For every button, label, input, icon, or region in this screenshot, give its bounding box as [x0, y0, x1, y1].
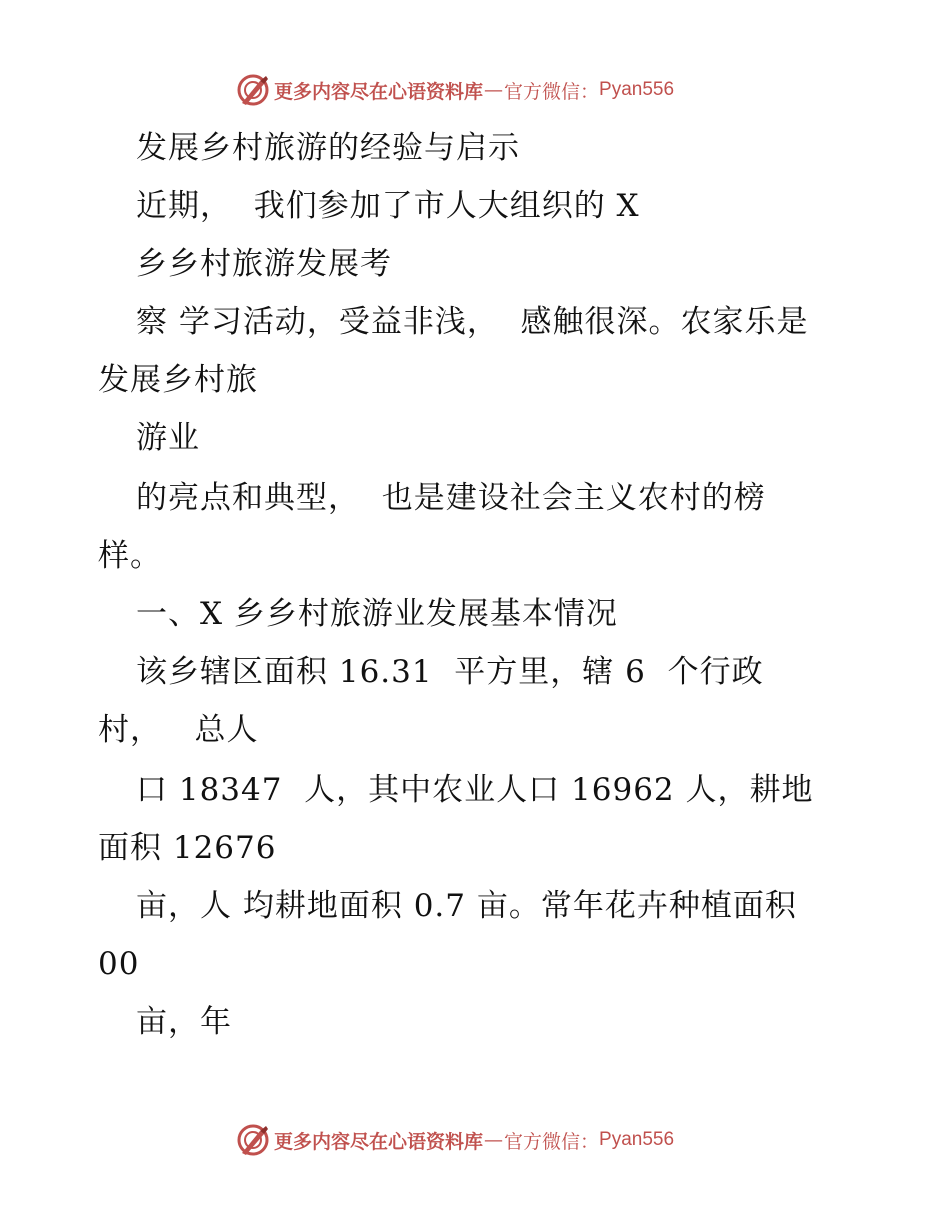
paragraph-line: 面积 12676 — [98, 830, 277, 866]
paragraph-line: 该乡辖区面积 16.31 平方里，辖 6 个行政 — [136, 654, 764, 690]
banner-separator: — — [484, 1129, 504, 1151]
banner-wechat-label: 官方微信： — [504, 1130, 600, 1153]
paragraph-line: 亩，年 — [136, 1004, 232, 1040]
banner-text: 更多内容尽在心语资料库 — [274, 1130, 484, 1153]
pen-circle-logo-icon — [236, 1123, 270, 1157]
paragraph-line: 察 学习活动，受益非浅， 感触很深。农家乐是 — [136, 304, 809, 340]
banner-separator: — — [484, 79, 504, 101]
section-heading: 一、X 乡乡村旅游业发展基本情况 — [136, 596, 618, 632]
banner-wechat-label: 官方微信： — [504, 80, 600, 103]
paragraph-line: 样。 — [98, 538, 162, 574]
footer-watermark-banner — [236, 1122, 674, 1158]
banner-wechat-handle: Pyan556 — [599, 79, 675, 100]
paragraph-line: 村， 总人 — [98, 712, 259, 748]
paragraph-line: 00 — [98, 946, 140, 982]
paragraph-line: 游业 — [136, 420, 200, 456]
banner-wechat-handle: Pyan556 — [599, 1129, 675, 1150]
banner-text: 更多内容尽在心语资料库 — [274, 80, 484, 103]
document-title: 发展乡村旅游的经验与启示 — [136, 130, 520, 166]
paragraph-line: 亩，人 均耕地面积 0.7 亩。常年花卉种植面积 — [136, 888, 797, 924]
paragraph-line: 口 18347 人，其中农业人口 16962 人，耕地 — [136, 772, 814, 808]
paragraph-line: 发展乡村旅 — [98, 362, 258, 398]
paragraph-line: 的亮点和典型， 也是建设社会主义农村的榜 — [136, 480, 766, 516]
paragraph-line: 近期， 我们参加了市人大组织的 X — [136, 188, 640, 224]
paragraph-line: 乡乡村旅游发展考 — [136, 246, 392, 282]
